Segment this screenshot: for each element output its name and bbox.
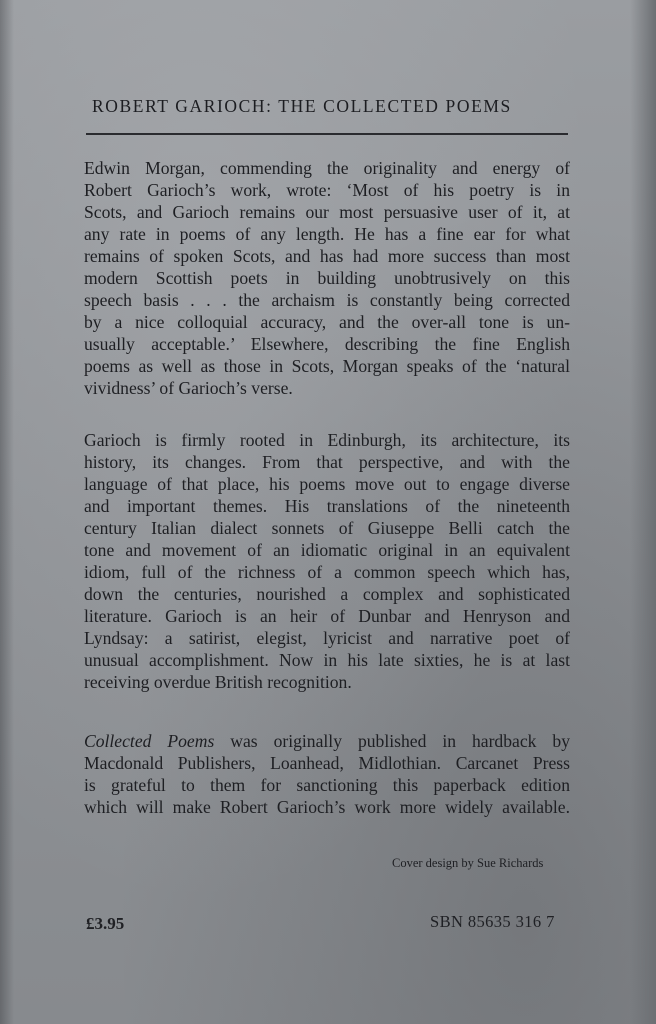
cover-left-shadow — [0, 0, 14, 1024]
text-line — [84, 730, 570, 752]
text-line: history, its changes. From that perspective, and with the — [84, 452, 570, 472]
text-line: Robert Garioch’s work, wrote: ‘Most of his poetry is in — [84, 180, 570, 200]
text-line: by a nice colloquial accuracy, and the over-all tone is un- — [84, 312, 570, 332]
text-line: poems as well as those in Scots, Morgan speaks of the ‘natural — [84, 356, 570, 376]
book-title: ROBERT GARIOCH: THE COLLECTED POEMS — [92, 96, 512, 116]
text-line: literature. Garioch is an heir of Dunbar and Henryson and — [84, 606, 570, 626]
text-fragment: was originally published in hardback by — [214, 731, 570, 751]
text-line: Edwin Morgan, commending the originality and energy of — [84, 158, 570, 178]
text-line: is grateful to them for sanctioning this paperback edition — [84, 775, 570, 795]
text-line: century Italian dialect sonnets of Giuseppe Belli catch the — [84, 518, 570, 538]
text-line: receiving overdue British recognition. — [84, 672, 352, 692]
cover-right-edge — [630, 0, 656, 1024]
publication-note — [84, 730, 570, 818]
title-divider — [86, 133, 568, 135]
text-line: unusual accomplishment. Now in his late sixties, he is at last — [84, 650, 570, 670]
text-line: vividness’ of Garioch’s verse. — [84, 378, 293, 398]
cover-design-credit: Cover design by Sue Richards — [392, 856, 544, 870]
isbn-number: SBN 85635 316 7 — [430, 912, 555, 931]
price-label: £3.95 — [86, 914, 125, 933]
text-line: tone and movement of an idiomatic original in an equivalent — [84, 540, 570, 560]
text-line: Garioch is firmly rooted in Edinburgh, its architecture, its — [84, 430, 570, 450]
text-line: and important themes. His translations of the nineteenth — [84, 496, 570, 516]
text-line: usually acceptable.’ Elsewhere, describing the fine English — [84, 334, 570, 354]
text-line: which will make Robert Garioch’s work more widely available. — [84, 797, 570, 817]
text-line: Macdonald Publishers, Loanhead, Midlothian. Carcanet Press — [84, 753, 570, 773]
text-line: Lyndsay: a satirist, elegist, lyricist and narrative poet of — [84, 628, 570, 648]
blurb-paragraph-edinburgh — [84, 429, 570, 693]
text-line: modern Scottish poets in building unobtrusively on this — [84, 268, 570, 288]
book-title-italic: Collected Poems — [84, 731, 215, 751]
text-line: Scots, and Garioch remains our most persuasive user of it, at — [84, 202, 570, 222]
blurb-paragraph-morgan — [84, 157, 570, 399]
text-line: language of that place, his poems move out to engage diverse — [84, 474, 570, 494]
text-line: down the centuries, nourished a complex and sophisticated — [84, 584, 570, 604]
text-line: any rate in poems of any length. He has a fine ear for what — [84, 224, 570, 244]
text-line: idiom, full of the richness of a common speech which has, — [84, 562, 570, 582]
text-line: remains of spoken Scots, and has had more success than most — [84, 246, 570, 266]
text-line: speech basis . . . the archaism is constantly being corrected — [84, 290, 570, 310]
